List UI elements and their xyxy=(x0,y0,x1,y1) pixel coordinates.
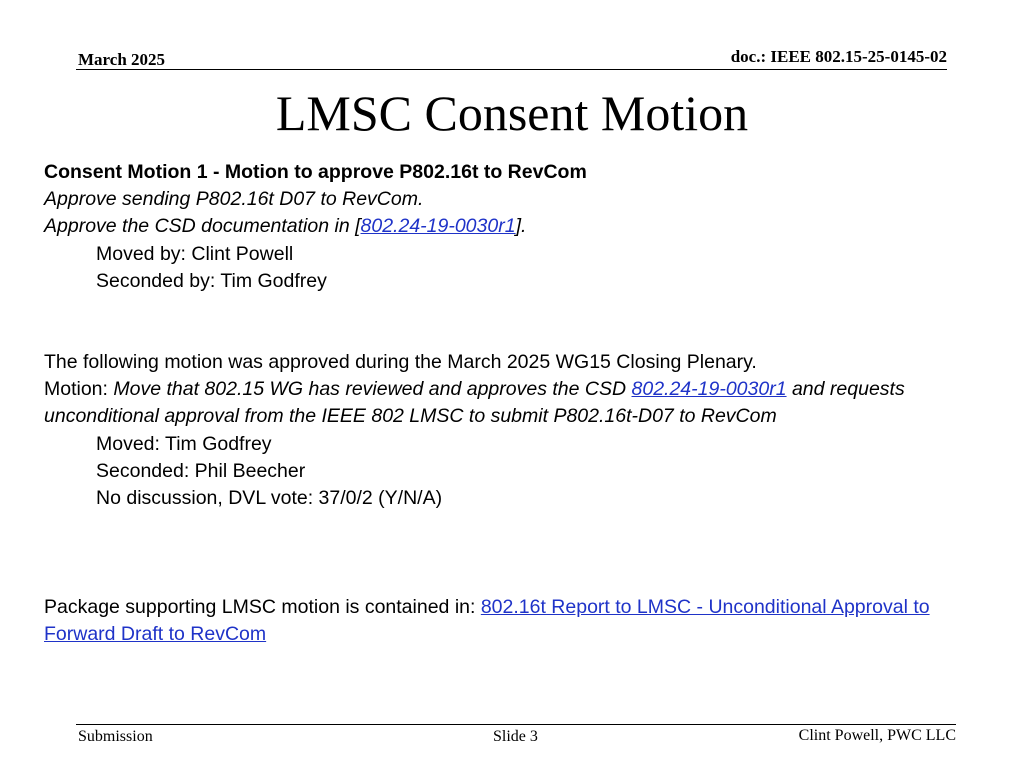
footer-submission: Submission xyxy=(78,728,153,745)
motion1-line2-suffix: ]. xyxy=(515,215,527,238)
package-prefix: Package supporting LMSC motion is contained in: xyxy=(44,596,481,619)
spacer xyxy=(44,295,974,349)
motion2-moved: Moved: Tim Godfrey xyxy=(96,432,272,455)
footer-author: Clint Powell, PWC LLC xyxy=(798,727,956,744)
motion2-text-prefix: Move that 802.15 WG has reviewed and approves the CSD xyxy=(113,378,632,401)
motion2-intro: The following motion was approved during the March 2025 WG15 Closing Plenary. xyxy=(44,351,757,374)
header-divider xyxy=(76,69,947,70)
motion1-line1: Approve sending P802.16t D07 to RevCom. xyxy=(44,188,424,211)
package-text xyxy=(44,594,974,648)
header-date: March 2025 xyxy=(78,50,166,69)
motion2-label: Motion: xyxy=(44,378,114,401)
slide-title: LMSC Consent Motion xyxy=(275,85,749,141)
package-report-link[interactable]: 802.16t Report to LMSC - Unconditional Approval to Forward Draft to RevCom xyxy=(44,596,930,646)
csd-link-2[interactable]: 802.24-19-0030r1 xyxy=(631,378,787,401)
spacer xyxy=(44,512,974,594)
motion2-text-suffix: and requests unconditional approval from the IEEE 802 LMSC to submit P802.16t-D07 to RevCom xyxy=(44,378,905,428)
motion2-vote: No discussion, DVL vote: 37/0/2 (Y/N/A) xyxy=(96,487,443,510)
motion1-moved-by: Moved by: Clint Powell xyxy=(96,242,294,265)
footer-slide-number: Slide 3 xyxy=(493,728,538,745)
header-doc-id: doc.: IEEE 802.15-25-0145-02 xyxy=(730,47,947,66)
motion1-seconded-by: Seconded by: Tim Godfrey xyxy=(96,269,327,292)
motion1-line2-prefix: Approve the CSD documentation in [ xyxy=(44,215,361,238)
motion1-line2 xyxy=(44,213,974,240)
csd-link-1[interactable]: 802.24-19-0030r1 xyxy=(360,215,516,238)
motion2-text xyxy=(44,376,974,430)
motion2-seconded: Seconded: Phil Beecher xyxy=(96,459,306,482)
motion1-heading: Consent Motion 1 - Motion to approve P802.16t to RevCom xyxy=(44,161,587,183)
slide-body xyxy=(44,159,974,649)
footer-divider xyxy=(76,724,956,725)
